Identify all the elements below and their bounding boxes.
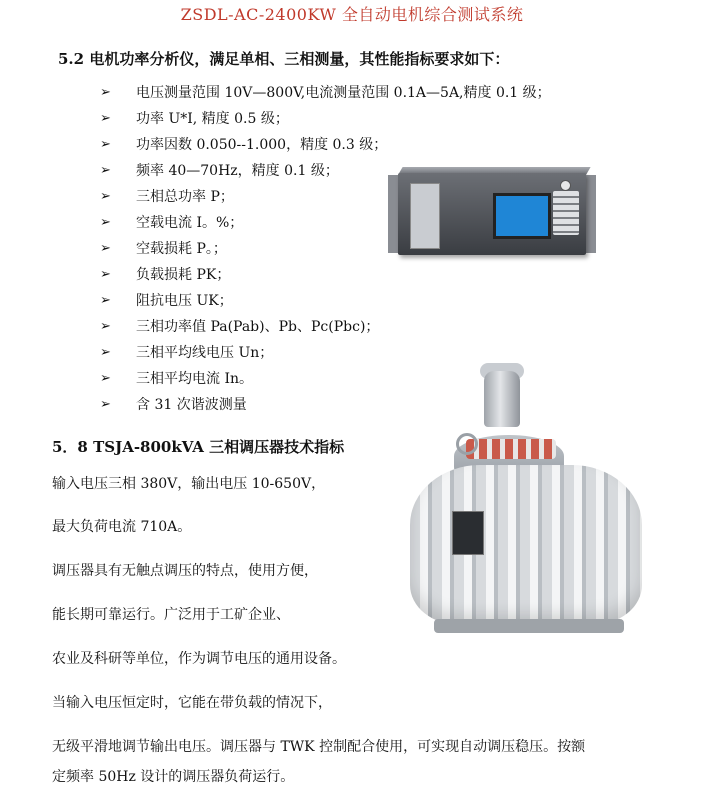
paragraph-line: 无级平滑地调节输出电压。调压器与 TWK 控制配合使用，可实现自动调压稳压。按额: [52, 739, 586, 755]
list-item: ➢ 三相总功率 P；: [100, 189, 234, 205]
regulator-terminals: [466, 439, 556, 459]
paragraph-line: 定频率 50Hz 设计的调压器负荷运行。: [52, 769, 295, 785]
list-item: ➢ 含 31 次谐波测量: [100, 397, 247, 413]
paragraph-line: 当输入电压恒定时，它能在带负载的情况下，: [52, 695, 332, 711]
list-item: ➢ 功率 U*I, 精度 0.5 级；: [100, 111, 289, 127]
arrow-bullet-icon: ➢: [100, 163, 111, 178]
arrow-bullet-icon: ➢: [100, 85, 111, 100]
analyzer-knob: [560, 180, 571, 191]
analyzer-keypad: [553, 191, 579, 235]
list-item: ➢ 阻抗电压 UK；: [100, 293, 233, 309]
section-heading-regulator: 5．8 TSJA-800kVA 三相调压器技术指标: [52, 438, 345, 456]
list-item: ➢ 负载损耗 PK；: [100, 267, 231, 283]
arrow-bullet-icon: ➢: [100, 319, 111, 334]
arrow-bullet-icon: ➢: [100, 137, 111, 152]
arrow-bullet-icon: ➢: [100, 267, 111, 282]
arrow-bullet-icon: ➢: [100, 345, 111, 360]
paragraph-line: 能长期可靠运行。广泛用于工矿企业、: [52, 607, 290, 623]
list-item: ➢ 三相平均电流 In。: [100, 371, 253, 387]
analyzer-drive-bay: [410, 183, 440, 249]
list-item: ➢ 功率因数 0.050--1.000，精度 0.3 级；: [100, 137, 388, 153]
handwheel-icon: [456, 433, 478, 455]
list-item: ➢ 电压测量范围 10V—800V,电流测量范围 0.1A—5A,精度 0.1 级；: [100, 85, 551, 101]
arrow-bullet-icon: ➢: [100, 397, 111, 412]
paragraph-line: 输入电压三相 380V，输出电压 10-650V，: [52, 476, 326, 492]
list-item: ➢ 空载电流 I。%；: [100, 215, 244, 231]
arrow-bullet-icon: ➢: [100, 371, 111, 386]
analyzer-screen: [493, 193, 551, 239]
arrow-bullet-icon: ➢: [100, 241, 111, 256]
paragraph-line: 调压器具有无触点调压的特点，使用方便，: [52, 563, 318, 579]
regulator-nameplate: [452, 511, 484, 555]
power-analyzer-image: [388, 163, 596, 263]
regulator-motor: [484, 371, 520, 427]
arrow-bullet-icon: ➢: [100, 215, 111, 230]
page-title: ZSDL-AC-2400KW 全自动电机综合测试系统: [180, 5, 524, 24]
paragraph-line: 最大负荷电流 710A。: [52, 519, 192, 535]
list-item: ➢ 频率 40—70Hz，精度 0.1 级；: [100, 163, 339, 179]
section-heading-power-analyzer: 5.2 电机功率分析仪，满足单相、三相测量，其性能指标要求如下：: [58, 50, 510, 68]
voltage-regulator-image: [404, 363, 654, 653]
list-item: ➢ 空载损耗 P。；: [100, 241, 227, 257]
regulator-body: [410, 465, 642, 625]
arrow-bullet-icon: ➢: [100, 189, 111, 204]
regulator-base: [434, 619, 624, 633]
arrow-bullet-icon: ➢: [100, 293, 111, 308]
arrow-bullet-icon: ➢: [100, 111, 111, 126]
paragraph-line: 农业及科研等单位，作为调节电压的通用设备。: [52, 651, 346, 667]
list-item: ➢ 三相平均线电压 Un；: [100, 345, 274, 361]
list-item: ➢ 三相功率值 Pa(Pab)、Pb、Pc(Pbc)；: [100, 319, 380, 335]
